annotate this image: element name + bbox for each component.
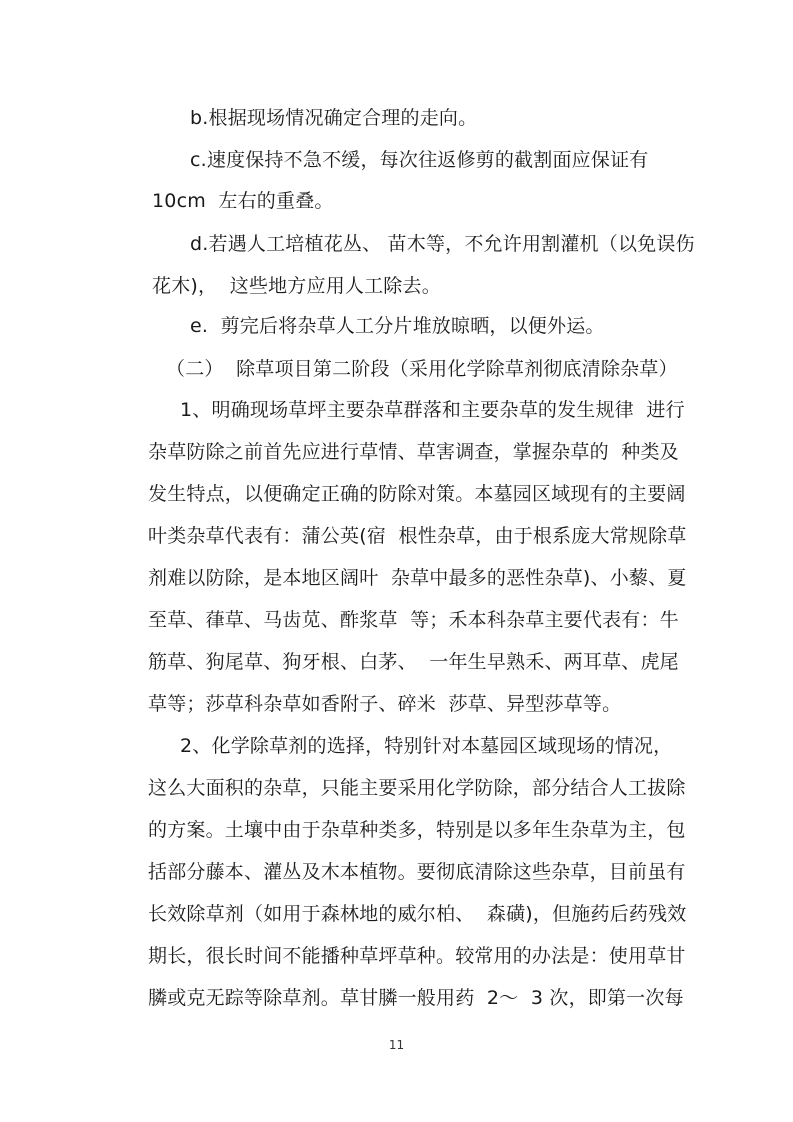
text-line: e. 剪完后将杂草人工分片堆放晾晒，以便外运。 [190,315,605,337]
text-line: 发生特点，以便确定正确的防除对策。本墓园区域现有的主要阔 [148,483,686,505]
text-line: d.若遇人工培植花丛、 苗木等，不允许用割灌机（以免误伤 [190,233,695,255]
text-line: 剂难以防除，是本地区阔叶 杂草中最多的恶性杂草)、小藜、夏 [148,567,687,589]
text-line: 1、明确现场草坪主要杂草群落和主要杂草的发生规律 进行 [180,399,685,421]
text-line: 长效除草剂（如用于森林地的威尔柏、 森磺)，但施药后药残效 [148,903,687,925]
text-line: 膦或克无踪等除草剂。草甘膦一般用药 2～ 3 次，即第一次每 [148,987,684,1009]
text-line: 叶类杂草代表有：蒲公英(宿 根性杂草，由于根系庞大常规除草 [148,525,687,547]
text-line: 10cm 左右的重叠。 [152,190,334,212]
text-line: 至草、葎草、马齿苋、酢浆草 等；禾本科杂草主要代表有：牛 [148,609,679,631]
text-line: 杂草防除之前首先应进行草情、草害调查，掌握杂草的 种类及 [148,441,679,463]
section-heading: （二） 除草项目第二阶段（采用化学除草剂彻底清除杂草） [166,358,678,380]
page-number: 11 [388,1038,405,1052]
text-line: 草等；莎草科杂草如香附子、碎米 莎草、异型莎草等。 [148,693,622,715]
text-line: 这么大面积的杂草，只能主要采用化学防除，部分结合人工拔除 [148,777,686,799]
text-line: 2、化学除草剂的选择，特别针对本墓园区域现场的情况， [180,735,673,757]
text-line: 的方案。土壤中由于杂草种类多，特别是以多年生杂草为主，包 [148,819,686,841]
text-line: 筋草、狗尾草、狗牙根、白茅、 一年生早熟禾、两耳草、虎尾 [148,651,679,673]
text-line: 括部分藤本、灌丛及木本植物。要彻底清除这些杂草，目前虽有 [148,861,686,883]
text-line: 期长，很长时间不能播种草坪草种。较常用的办法是：使用草甘 [148,945,686,967]
text-line: b.根据现场情况确定合理的走向。 [190,107,478,129]
text-line: c.速度保持不急不缓，每次往返修剪的截割面应保证有 [190,149,649,171]
text-line: 花木)， 这些地方应用人工除去。 [152,275,441,297]
